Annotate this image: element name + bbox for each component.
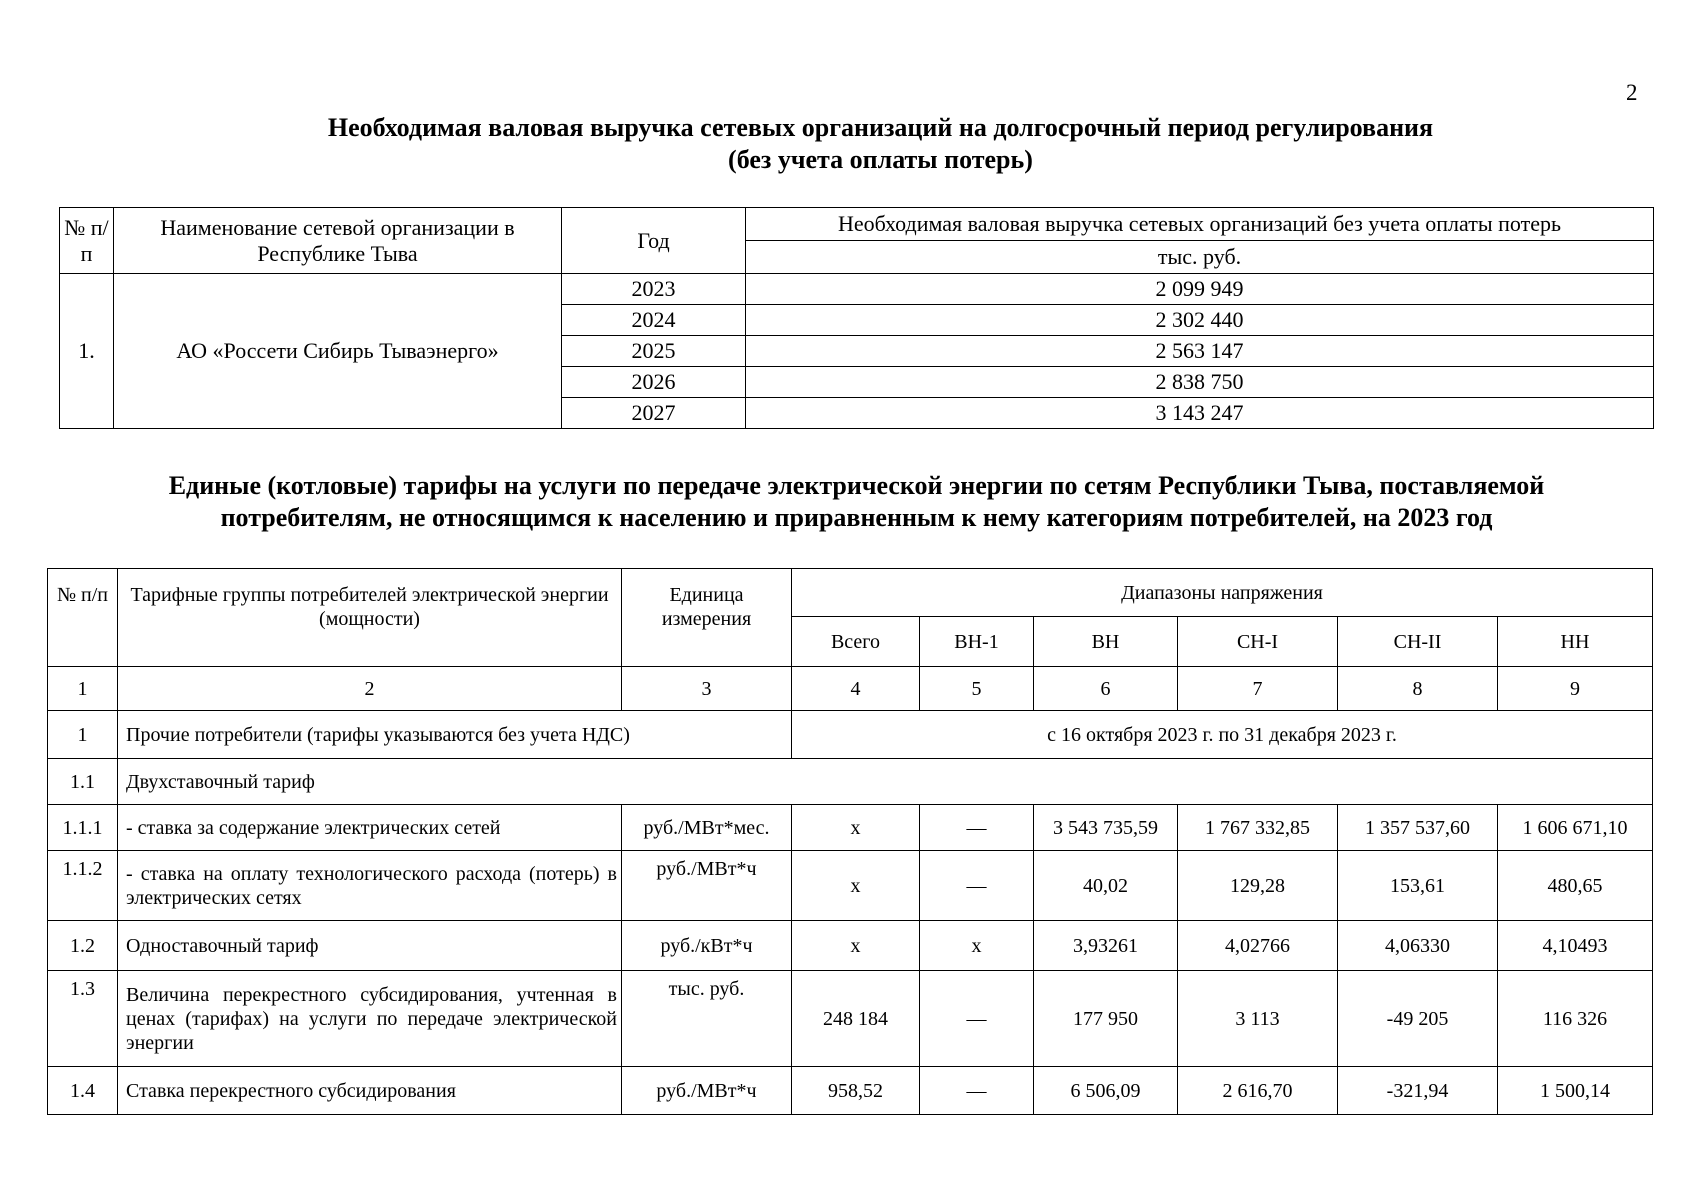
org-name: АО «Россети Сибирь Тываэнерго»: [114, 274, 562, 429]
row-num: 1.1.1: [48, 805, 118, 851]
tariff-header-row: [48, 569, 1653, 617]
value-vn1: —: [920, 851, 1034, 921]
row-label: - ставка на оплату технологического расхода (потерь) в электрических сетях: [118, 851, 622, 921]
row-unit: руб./МВт*мес.: [622, 805, 792, 851]
value-vn1: —: [920, 805, 1034, 851]
value-nn: 1 500,14: [1498, 1067, 1653, 1115]
section-label: Прочие потребители (тарифы указываются без учета НДС): [118, 711, 792, 759]
value-sn2: -49 205: [1338, 971, 1498, 1067]
table2-title: [8, 470, 1697, 534]
page-number: 2: [1626, 80, 1638, 105]
col-number: 8: [1338, 667, 1498, 711]
value-sn2: 4,06330: [1338, 921, 1498, 971]
header-group: Тарифные группы потребителей электрической энергии (мощности): [118, 569, 622, 667]
header-num: № п/п: [60, 208, 114, 274]
value-vn: 6 506,09: [1034, 1067, 1178, 1115]
row-label: - ставка за содержание электрических сетей: [118, 805, 622, 851]
col-number: 9: [1498, 667, 1653, 711]
subsection-row: [48, 759, 1653, 805]
header-num: № п/п: [48, 569, 118, 667]
value-total: х: [792, 921, 920, 971]
value-vn: 177 950: [1034, 971, 1178, 1067]
value-vn: 3,93261: [1034, 921, 1178, 971]
table-row: [48, 921, 1653, 971]
row-label: Величина перекрестного субсидирования, учтенная в ценах (тарифах) на услуги по передаче электрической энергии: [118, 971, 622, 1067]
value-sn2: 153,61: [1338, 851, 1498, 921]
value-nn: 4,10493: [1498, 921, 1653, 971]
table-row: [48, 851, 1653, 921]
value-total: х: [792, 805, 920, 851]
year-cell: 2023: [562, 274, 746, 305]
row-label: Одноставочный тариф: [118, 921, 622, 971]
value-total: х: [792, 851, 920, 921]
table1-title-line2: (без учета оплаты потерь): [728, 145, 1033, 174]
value-nn: 116 326: [1498, 971, 1653, 1067]
value-vn1: х: [920, 921, 1034, 971]
year-cell: 2027: [562, 398, 746, 429]
value-nn: 480,65: [1498, 851, 1653, 921]
value-sn1: 3 113: [1178, 971, 1338, 1067]
section-period: с 16 октября 2023 г. по 31 декабря 2023 г.: [792, 711, 1653, 759]
value-nn: 1 606 671,10: [1498, 805, 1653, 851]
row-unit: тыс. руб.: [622, 971, 792, 1067]
value-vn1: —: [920, 1067, 1034, 1115]
header-revenue: Необходимая валовая выручка сетевых организаций без учета оплаты потерь: [746, 208, 1654, 241]
tariff-table: [47, 568, 1653, 1115]
header-voltage-nn: НН: [1498, 617, 1653, 667]
value-sn1: 2 616,70: [1178, 1067, 1338, 1115]
subsection-label: Двухставочный тариф: [118, 759, 1653, 805]
header-voltage-vn1: ВН-1: [920, 617, 1034, 667]
col-number: 3: [622, 667, 792, 711]
table-row: [48, 1067, 1653, 1115]
header-voltage-vn: ВН: [1034, 617, 1178, 667]
row-num: 1.2: [48, 921, 118, 971]
col-number: 1: [48, 667, 118, 711]
value-sn1: 129,28: [1178, 851, 1338, 921]
section-num: 1: [48, 711, 118, 759]
value-vn: 3 543 735,59: [1034, 805, 1178, 851]
header-year: Год: [562, 208, 746, 274]
table1-title-line1: Необходимая валовая выручка сетевых организаций на долгосрочный период регулирования: [327, 113, 1434, 142]
revenue-table-header-row: [60, 208, 1654, 241]
org-num: 1.: [60, 274, 114, 429]
value-sn2: -321,94: [1338, 1067, 1498, 1115]
row-label: Ставка перекрестного субсидирования: [118, 1067, 622, 1115]
value-vn: 40,02: [1034, 851, 1178, 921]
revenue-cell: 2 099 949: [746, 274, 1654, 305]
row-unit: руб./кВт*ч: [622, 921, 792, 971]
value-total: 248 184: [792, 971, 920, 1067]
row-num: 1.1.2: [48, 851, 118, 921]
year-cell: 2024: [562, 305, 746, 336]
value-sn2: 1 357 537,60: [1338, 805, 1498, 851]
table2-title-line2: потребителям, не относящимся к населению и приравненным к нему категориям потребителей, на 2023 год: [220, 503, 1493, 532]
value-sn1: 1 767 332,85: [1178, 805, 1338, 851]
table1-title: [32, 112, 1697, 176]
header-voltage-sn2: СН-II: [1338, 617, 1498, 667]
table-row: [48, 971, 1653, 1067]
revenue-cell: 2 838 750: [746, 367, 1654, 398]
table2-title-line1: Единые (котловые) тарифы на услуги по передаче электрической энергии по сетям Республики Тыва, поставляемой: [168, 471, 1545, 500]
row-num: 1.4: [48, 1067, 118, 1115]
revenue-cell: 2 302 440: [746, 305, 1654, 336]
column-number-row: [48, 667, 1653, 711]
subsection-num: 1.1: [48, 759, 118, 805]
col-number: 6: [1034, 667, 1178, 711]
year-cell: 2025: [562, 336, 746, 367]
row-unit: руб./МВт*ч: [622, 851, 792, 921]
year-cell: 2026: [562, 367, 746, 398]
row-unit: руб./МВт*ч: [622, 1067, 792, 1115]
value-vn1: —: [920, 971, 1034, 1067]
revenue-table: [59, 207, 1654, 429]
col-number: 7: [1178, 667, 1338, 711]
header-unit: Единица измерения: [622, 569, 792, 667]
table-row: [60, 274, 1654, 305]
col-number: 5: [920, 667, 1034, 711]
col-number: 4: [792, 667, 920, 711]
header-voltage-total: Всего: [792, 617, 920, 667]
row-num: 1.3: [48, 971, 118, 1067]
revenue-cell: 3 143 247: [746, 398, 1654, 429]
section-row: [48, 711, 1653, 759]
table-row: [48, 805, 1653, 851]
header-unit: тыс. руб.: [746, 241, 1654, 274]
value-sn1: 4,02766: [1178, 921, 1338, 971]
header-org-name: Наименование сетевой организации в Республике Тыва: [114, 208, 562, 274]
header-voltage-ranges: Диапазоны напряжения: [792, 569, 1653, 617]
value-total: 958,52: [792, 1067, 920, 1115]
col-number: 2: [118, 667, 622, 711]
header-voltage-sn1: СН-I: [1178, 617, 1338, 667]
revenue-cell: 2 563 147: [746, 336, 1654, 367]
